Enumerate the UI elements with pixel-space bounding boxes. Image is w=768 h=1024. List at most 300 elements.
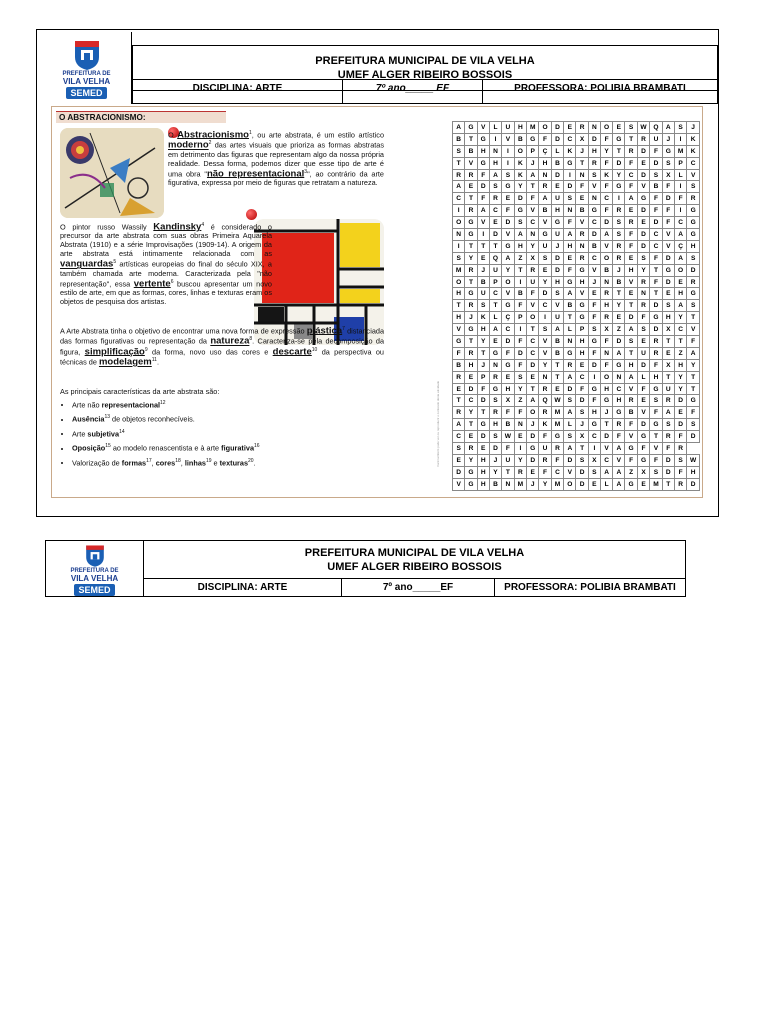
grid-cell[interactable]: B — [650, 181, 662, 193]
grid-cell[interactable]: R — [564, 359, 576, 371]
grid-cell[interactable]: H — [514, 240, 526, 252]
grid-cell[interactable]: K — [687, 133, 700, 145]
grid-cell[interactable]: S — [539, 324, 551, 336]
grid-cell[interactable]: U — [527, 276, 539, 288]
grid-cell[interactable]: T — [477, 407, 489, 419]
grid-cell[interactable]: C — [674, 324, 686, 336]
grid-cell[interactable]: D — [674, 419, 686, 431]
grid-cell[interactable]: U — [551, 193, 564, 205]
grid-cell[interactable]: G — [625, 443, 637, 455]
grid-cell[interactable]: V — [600, 443, 612, 455]
grid-cell[interactable]: H — [489, 157, 501, 169]
grid-cell[interactable]: T — [465, 419, 477, 431]
grid-cell[interactable]: S — [576, 454, 588, 466]
grid-cell[interactable]: F — [514, 407, 526, 419]
grid-cell[interactable]: G — [588, 383, 600, 395]
grid-cell[interactable]: X — [527, 252, 539, 264]
grid-cell[interactable]: S — [564, 193, 576, 205]
grid-cell[interactable]: B — [514, 133, 526, 145]
grid-cell[interactable]: F — [588, 347, 600, 359]
grid-cell[interactable]: B — [600, 264, 612, 276]
grid-cell[interactable]: S — [637, 252, 650, 264]
grid-cell[interactable]: F — [650, 454, 662, 466]
grid-cell[interactable]: T — [465, 276, 477, 288]
grid-cell[interactable]: T — [453, 395, 465, 407]
grid-cell[interactable]: U — [539, 443, 551, 455]
grid-cell[interactable]: O — [674, 264, 686, 276]
grid-cell[interactable]: U — [551, 312, 564, 324]
grid-cell[interactable]: N — [564, 336, 576, 348]
grid-cell[interactable]: C — [489, 205, 501, 217]
grid-cell[interactable]: H — [477, 454, 489, 466]
grid-cell[interactable]: W — [551, 395, 564, 407]
grid-cell[interactable]: D — [551, 133, 564, 145]
grid-cell[interactable]: G — [687, 205, 700, 217]
grid-cell[interactable]: F — [674, 193, 686, 205]
grid-cell[interactable]: T — [477, 347, 489, 359]
grid-cell[interactable]: N — [576, 169, 588, 181]
grid-cell[interactable]: S — [588, 169, 600, 181]
grid-cell[interactable]: D — [477, 395, 489, 407]
grid-cell[interactable]: F — [637, 312, 650, 324]
grid-cell[interactable]: Y — [514, 383, 526, 395]
grid-cell[interactable]: R — [674, 443, 686, 455]
grid-cell[interactable]: B — [551, 336, 564, 348]
grid-cell[interactable]: U — [477, 288, 489, 300]
grid-cell[interactable]: V — [576, 288, 588, 300]
grid-cell[interactable]: F — [502, 407, 515, 419]
grid-cell[interactable]: D — [588, 229, 600, 241]
grid-cell[interactable]: M — [514, 478, 526, 490]
grid-cell[interactable]: D — [489, 229, 501, 241]
grid-cell[interactable]: S — [650, 169, 662, 181]
grid-cell[interactable]: B — [564, 300, 576, 312]
grid-cell[interactable]: G — [465, 217, 477, 229]
grid-cell[interactable]: G — [551, 431, 564, 443]
grid-cell[interactable]: A — [527, 169, 539, 181]
grid-cell[interactable]: Z — [514, 395, 526, 407]
grid-cell[interactable]: N — [588, 122, 600, 134]
grid-cell[interactable]: H — [613, 395, 625, 407]
grid-cell[interactable]: S — [489, 395, 501, 407]
grid-cell[interactable]: Y — [539, 276, 551, 288]
grid-cell[interactable]: P — [489, 276, 501, 288]
grid-cell[interactable]: D — [687, 478, 700, 490]
grid-cell[interactable]: D — [489, 443, 501, 455]
grid-cell[interactable]: R — [465, 169, 477, 181]
grid-cell[interactable]: H — [674, 288, 686, 300]
grid-cell[interactable]: A — [613, 478, 625, 490]
grid-cell[interactable]: J — [687, 122, 700, 134]
grid-cell[interactable]: M — [674, 145, 686, 157]
grid-cell[interactable]: A — [477, 205, 489, 217]
grid-cell[interactable]: Q — [489, 252, 501, 264]
grid-cell[interactable]: D — [625, 312, 637, 324]
grid-cell[interactable]: Y — [613, 169, 625, 181]
grid-cell[interactable]: B — [489, 478, 501, 490]
grid-cell[interactable]: V — [453, 478, 465, 490]
grid-cell[interactable]: G — [687, 217, 700, 229]
grid-cell[interactable]: L — [674, 169, 686, 181]
grid-cell[interactable]: R — [662, 431, 674, 443]
grid-cell[interactable]: T — [514, 264, 526, 276]
grid-cell[interactable]: H — [477, 466, 489, 478]
grid-cell[interactable]: E — [662, 347, 674, 359]
grid-cell[interactable]: T — [576, 443, 588, 455]
grid-cell[interactable]: M — [650, 478, 662, 490]
grid-cell[interactable]: S — [539, 252, 551, 264]
grid-cell[interactable]: C — [600, 454, 612, 466]
grid-cell[interactable]: G — [453, 336, 465, 348]
grid-cell[interactable]: S — [674, 122, 686, 134]
grid-cell[interactable]: R — [453, 371, 465, 383]
grid-cell[interactable]: E — [564, 252, 576, 264]
grid-cell[interactable]: B — [477, 276, 489, 288]
grid-cell[interactable]: D — [514, 347, 526, 359]
grid-cell[interactable]: D — [551, 252, 564, 264]
grid-cell[interactable]: I — [489, 133, 501, 145]
grid-cell[interactable]: G — [613, 407, 625, 419]
grid-cell[interactable]: S — [453, 145, 465, 157]
grid-cell[interactable]: R — [539, 454, 551, 466]
grid-cell[interactable]: R — [576, 252, 588, 264]
grid-cell[interactable]: D — [613, 157, 625, 169]
grid-cell[interactable]: F — [588, 300, 600, 312]
grid-cell[interactable]: E — [674, 407, 686, 419]
grid-cell[interactable]: D — [687, 264, 700, 276]
grid-cell[interactable]: E — [539, 264, 551, 276]
grid-cell[interactable]: U — [539, 240, 551, 252]
grid-cell[interactable]: F — [539, 466, 551, 478]
grid-cell[interactable]: G — [600, 395, 612, 407]
grid-cell[interactable]: W — [502, 431, 515, 443]
grid-cell[interactable]: C — [600, 193, 612, 205]
grid-cell[interactable]: T — [465, 240, 477, 252]
grid-cell[interactable]: R — [637, 300, 650, 312]
grid-cell[interactable]: D — [527, 431, 539, 443]
grid-cell[interactable]: V — [687, 169, 700, 181]
grid-cell[interactable]: F — [674, 431, 686, 443]
grid-cell[interactable]: N — [527, 229, 539, 241]
grid-cell[interactable]: T — [625, 300, 637, 312]
grid-cell[interactable]: D — [502, 336, 515, 348]
grid-cell[interactable]: T — [687, 312, 700, 324]
grid-cell[interactable]: C — [465, 395, 477, 407]
grid-cell[interactable]: F — [477, 193, 489, 205]
grid-cell[interactable]: G — [588, 336, 600, 348]
grid-cell[interactable]: O — [600, 122, 612, 134]
grid-cell[interactable]: H — [514, 122, 526, 134]
grid-cell[interactable]: D — [637, 419, 650, 431]
grid-cell[interactable]: G — [465, 288, 477, 300]
grid-cell[interactable]: H — [687, 466, 700, 478]
grid-cell[interactable]: T — [465, 133, 477, 145]
grid-cell[interactable]: J — [465, 312, 477, 324]
grid-cell[interactable]: T — [687, 371, 700, 383]
grid-cell[interactable]: C — [564, 133, 576, 145]
grid-cell[interactable]: I — [514, 324, 526, 336]
grid-cell[interactable]: S — [477, 300, 489, 312]
grid-cell[interactable]: S — [564, 395, 576, 407]
grid-cell[interactable]: G — [489, 347, 501, 359]
grid-cell[interactable]: G — [687, 395, 700, 407]
grid-cell[interactable]: H — [576, 336, 588, 348]
grid-cell[interactable]: F — [477, 169, 489, 181]
grid-cell[interactable]: S — [662, 157, 674, 169]
grid-cell[interactable]: F — [527, 288, 539, 300]
grid-cell[interactable]: D — [600, 217, 612, 229]
grid-cell[interactable]: H — [662, 312, 674, 324]
grid-cell[interactable]: G — [650, 312, 662, 324]
grid-cell[interactable]: H — [502, 383, 515, 395]
grid-cell[interactable]: O — [453, 217, 465, 229]
grid-cell[interactable]: T — [502, 466, 515, 478]
grid-cell[interactable]: F — [502, 205, 515, 217]
grid-cell[interactable]: R — [625, 395, 637, 407]
grid-cell[interactable]: Ç — [674, 240, 686, 252]
grid-cell[interactable]: E — [637, 478, 650, 490]
grid-cell[interactable]: D — [551, 169, 564, 181]
grid-cell[interactable]: T — [527, 383, 539, 395]
grid-cell[interactable]: R — [489, 371, 501, 383]
grid-cell[interactable]: Y — [600, 145, 612, 157]
grid-cell[interactable]: B — [502, 419, 515, 431]
grid-cell[interactable]: O — [600, 371, 612, 383]
grid-cell[interactable]: F — [674, 466, 686, 478]
grid-cell[interactable]: M — [453, 264, 465, 276]
grid-cell[interactable]: A — [453, 419, 465, 431]
grid-cell[interactable]: N — [453, 229, 465, 241]
grid-cell[interactable]: J — [527, 419, 539, 431]
grid-cell[interactable]: A — [527, 395, 539, 407]
grid-cell[interactable]: V — [637, 181, 650, 193]
grid-cell[interactable]: F — [576, 181, 588, 193]
grid-cell[interactable]: J — [477, 359, 489, 371]
grid-cell[interactable]: T — [650, 264, 662, 276]
grid-cell[interactable]: F — [625, 240, 637, 252]
grid-cell[interactable]: R — [539, 407, 551, 419]
grid-cell[interactable]: X — [600, 324, 612, 336]
grid-cell[interactable]: V — [502, 229, 515, 241]
grid-cell[interactable]: G — [465, 229, 477, 241]
grid-cell[interactable]: E — [489, 217, 501, 229]
grid-cell[interactable]: R — [637, 276, 650, 288]
grid-cell[interactable]: D — [662, 454, 674, 466]
grid-cell[interactable]: C — [539, 300, 551, 312]
grid-cell[interactable]: G — [527, 133, 539, 145]
grid-cell[interactable]: M — [551, 478, 564, 490]
grid-cell[interactable]: Ç — [539, 145, 551, 157]
grid-cell[interactable]: R — [465, 443, 477, 455]
grid-cell[interactable]: S — [588, 466, 600, 478]
grid-cell[interactable]: F — [453, 347, 465, 359]
grid-cell[interactable]: R — [489, 193, 501, 205]
grid-cell[interactable]: D — [637, 229, 650, 241]
grid-cell[interactable]: A — [625, 371, 637, 383]
grid-cell[interactable]: A — [564, 407, 576, 419]
grid-cell[interactable]: R — [588, 157, 600, 169]
grid-cell[interactable]: J — [662, 133, 674, 145]
grid-cell[interactable]: O — [453, 276, 465, 288]
ano-field[interactable]: 7º ano_____EF — [341, 579, 494, 597]
grid-cell[interactable]: T — [527, 324, 539, 336]
grid-cell[interactable]: L — [637, 371, 650, 383]
grid-cell[interactable]: G — [502, 240, 515, 252]
grid-cell[interactable]: F — [502, 347, 515, 359]
grid-cell[interactable]: C — [489, 288, 501, 300]
grid-cell[interactable]: C — [502, 324, 515, 336]
grid-cell[interactable]: F — [650, 252, 662, 264]
grid-cell[interactable]: D — [527, 454, 539, 466]
grid-cell[interactable]: A — [674, 229, 686, 241]
grid-cell[interactable]: G — [613, 359, 625, 371]
grid-cell[interactable]: G — [576, 264, 588, 276]
grid-cell[interactable]: Y — [539, 478, 551, 490]
grid-cell[interactable]: G — [502, 300, 515, 312]
grid-cell[interactable]: G — [637, 193, 650, 205]
grid-cell[interactable]: A — [600, 466, 612, 478]
grid-cell[interactable]: F — [662, 217, 674, 229]
grid-cell[interactable]: H — [600, 300, 612, 312]
grid-cell[interactable]: G — [613, 133, 625, 145]
grid-cell[interactable]: E — [527, 466, 539, 478]
grid-cell[interactable]: X — [662, 169, 674, 181]
grid-cell[interactable]: D — [576, 395, 588, 407]
grid-cell[interactable]: B — [465, 145, 477, 157]
grid-cell[interactable]: S — [650, 395, 662, 407]
grid-cell[interactable]: E — [465, 371, 477, 383]
grid-cell[interactable]: F — [600, 359, 612, 371]
grid-cell[interactable]: U — [502, 454, 515, 466]
grid-cell[interactable]: F — [564, 217, 576, 229]
grid-cell[interactable]: J — [489, 454, 501, 466]
grid-cell[interactable]: J — [613, 264, 625, 276]
grid-cell[interactable]: F — [637, 443, 650, 455]
grid-cell[interactable]: G — [687, 229, 700, 241]
grid-cell[interactable]: C — [588, 217, 600, 229]
word-search-grid[interactable] — [452, 121, 700, 491]
grid-cell[interactable]: X — [576, 133, 588, 145]
grid-cell[interactable]: N — [576, 240, 588, 252]
grid-cell[interactable]: D — [588, 359, 600, 371]
grid-cell[interactable]: F — [650, 407, 662, 419]
grid-cell[interactable]: V — [625, 383, 637, 395]
grid-cell[interactable]: B — [539, 205, 551, 217]
grid-cell[interactable]: A — [613, 347, 625, 359]
grid-cell[interactable]: R — [650, 347, 662, 359]
grid-cell[interactable]: S — [588, 324, 600, 336]
grid-cell[interactable]: B — [453, 133, 465, 145]
grid-cell[interactable]: R — [551, 443, 564, 455]
grid-cell[interactable]: H — [453, 312, 465, 324]
grid-cell[interactable]: H — [650, 371, 662, 383]
grid-cell[interactable]: V — [625, 431, 637, 443]
grid-cell[interactable]: G — [477, 157, 489, 169]
grid-cell[interactable]: Y — [489, 466, 501, 478]
grid-cell[interactable]: H — [625, 264, 637, 276]
grid-cell[interactable]: L — [564, 419, 576, 431]
grid-cell[interactable]: A — [564, 443, 576, 455]
grid-cell[interactable]: G — [477, 133, 489, 145]
grid-cell[interactable]: R — [637, 133, 650, 145]
grid-cell[interactable]: J — [576, 419, 588, 431]
grid-cell[interactable]: S — [662, 300, 674, 312]
grid-cell[interactable]: K — [514, 169, 526, 181]
grid-cell[interactable]: C — [650, 240, 662, 252]
grid-cell[interactable]: T — [613, 145, 625, 157]
grid-cell[interactable]: F — [551, 454, 564, 466]
grid-cell[interactable]: F — [625, 454, 637, 466]
grid-cell[interactable]: T — [489, 240, 501, 252]
grid-cell[interactable]: E — [551, 181, 564, 193]
grid-cell[interactable]: V — [625, 276, 637, 288]
grid-cell[interactable]: I — [514, 276, 526, 288]
grid-cell[interactable]: A — [453, 181, 465, 193]
grid-cell[interactable]: F — [539, 133, 551, 145]
grid-cell[interactable]: U — [502, 122, 515, 134]
grid-cell[interactable]: V — [600, 240, 612, 252]
grid-cell[interactable]: T — [625, 347, 637, 359]
grid-cell[interactable]: F — [662, 205, 674, 217]
grid-cell[interactable]: M — [527, 122, 539, 134]
grid-cell[interactable]: D — [576, 478, 588, 490]
grid-cell[interactable]: D — [662, 252, 674, 264]
grid-cell[interactable]: X — [637, 466, 650, 478]
grid-cell[interactable]: S — [502, 169, 515, 181]
grid-cell[interactable]: N — [588, 193, 600, 205]
grid-cell[interactable]: S — [662, 419, 674, 431]
grid-cell[interactable]: R — [489, 407, 501, 419]
grid-cell[interactable]: Y — [613, 300, 625, 312]
grid-cell[interactable]: G — [502, 181, 515, 193]
grid-cell[interactable]: S — [687, 419, 700, 431]
grid-cell[interactable]: E — [502, 371, 515, 383]
grid-cell[interactable]: H — [477, 324, 489, 336]
grid-cell[interactable]: R — [527, 264, 539, 276]
grid-cell[interactable]: R — [539, 181, 551, 193]
grid-cell[interactable]: G — [465, 478, 477, 490]
grid-cell[interactable]: N — [637, 288, 650, 300]
grid-cell[interactable]: I — [539, 312, 551, 324]
grid-cell[interactable]: P — [576, 324, 588, 336]
grid-cell[interactable]: F — [502, 443, 515, 455]
grid-cell[interactable]: D — [514, 193, 526, 205]
grid-cell[interactable]: H — [477, 478, 489, 490]
grid-cell[interactable]: A — [502, 252, 515, 264]
grid-cell[interactable]: F — [600, 157, 612, 169]
grid-cell[interactable]: P — [674, 157, 686, 169]
grid-cell[interactable]: S — [576, 407, 588, 419]
grid-cell[interactable]: H — [465, 359, 477, 371]
grid-cell[interactable]: G — [527, 443, 539, 455]
grid-cell[interactable]: A — [564, 229, 576, 241]
grid-cell[interactable]: E — [662, 288, 674, 300]
grid-cell[interactable]: H — [600, 383, 612, 395]
grid-cell[interactable]: D — [650, 300, 662, 312]
grid-cell[interactable]: I — [588, 371, 600, 383]
grid-cell[interactable]: I — [502, 145, 515, 157]
grid-cell[interactable]: V — [576, 217, 588, 229]
grid-cell[interactable]: D — [650, 217, 662, 229]
grid-cell[interactable]: J — [527, 157, 539, 169]
ano-field[interactable]: 7º ano_____ EF — [342, 80, 482, 103]
grid-cell[interactable]: E — [637, 336, 650, 348]
grid-cell[interactable]: G — [625, 478, 637, 490]
grid-cell[interactable]: F — [625, 157, 637, 169]
grid-cell[interactable]: T — [650, 288, 662, 300]
grid-cell[interactable]: C — [527, 217, 539, 229]
grid-cell[interactable]: S — [613, 229, 625, 241]
